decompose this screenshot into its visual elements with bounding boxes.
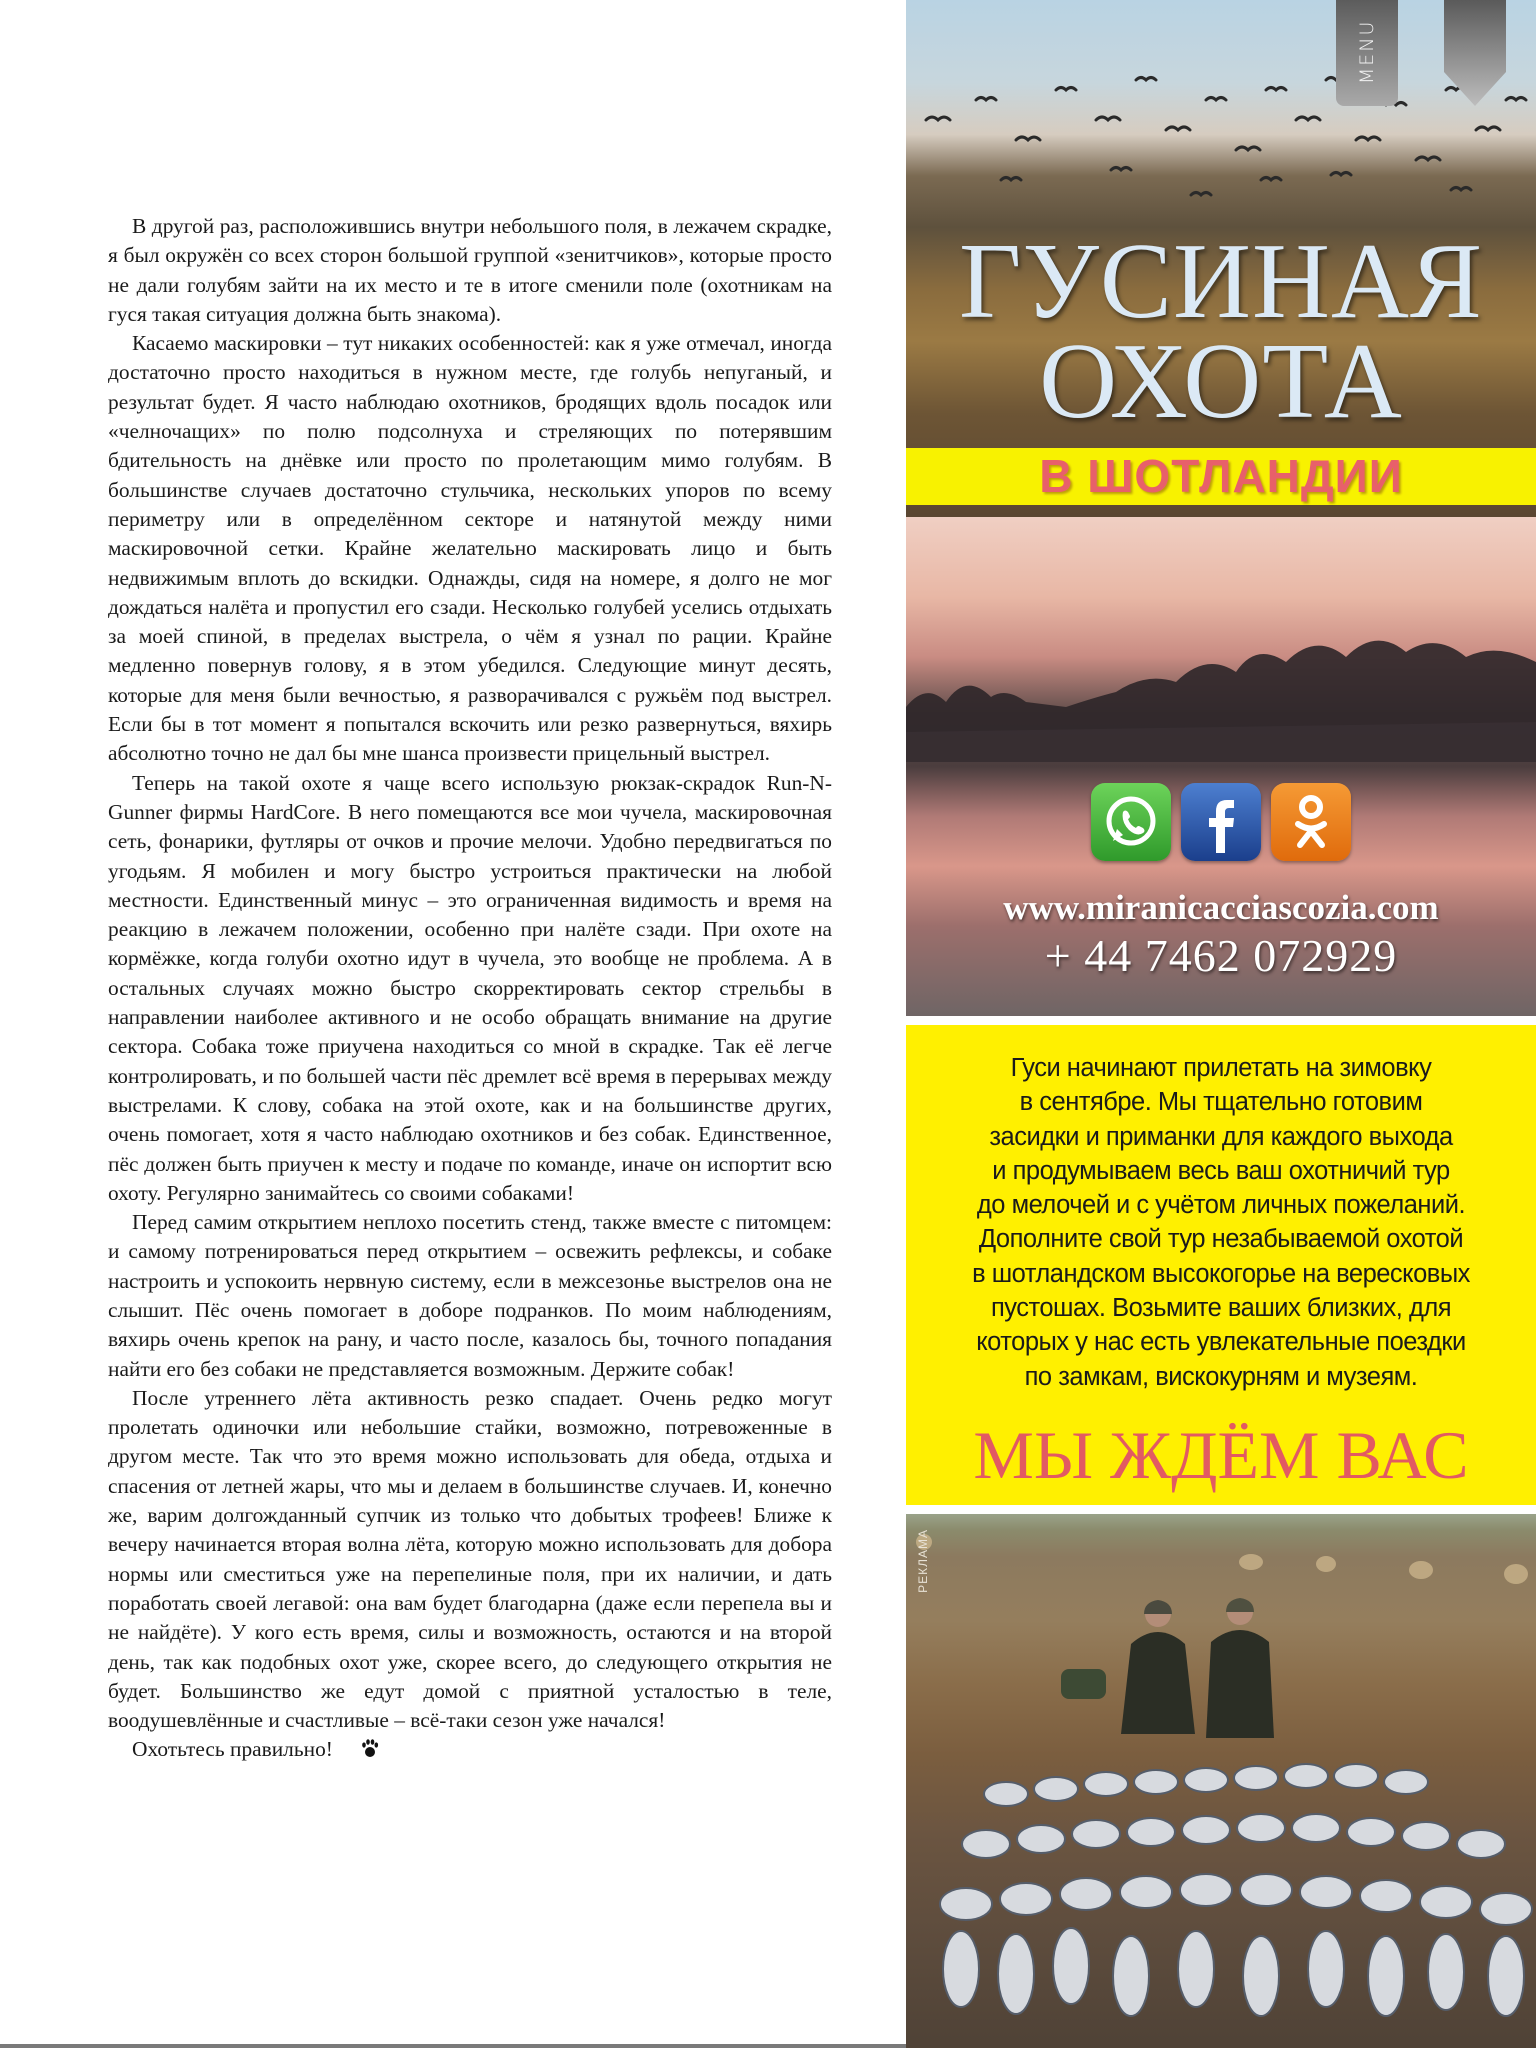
bookmark-icon[interactable] — [1444, 0, 1506, 106]
advertisement-panel — [906, 0, 1536, 2048]
promo-line: пустошах. Возьмите ваших близких, для — [990, 1294, 1452, 1323]
promo-line: по замкам, вискокурням и музеям. — [1024, 1362, 1418, 1391]
flying-geese-illustration — [906, 60, 1536, 220]
article-paragraph: Перед самим открытием неплохо посетить стенд, также вместе с питомцем: и самому потренироваться перед открытием – освежить рефлексы, и собаке настроить и успокоить нервную систему, если в межсезонье выстрелов она не слышит. Пёс очень помогает в доборе подранков. По моим наблюдениям, вяхирь очень крепок на рану, и часто после, казалось бы, точного попадания найти его без собаки не представляется возможным. Держите собак! — [108, 1210, 832, 1381]
article-paragraph: В другой раз, расположившись внутри небольшого поля, в лежачем скрадке, я был окружён со всех сторон большой группой «зенитчиков», которые просто не дали голубям зайти на их место и те в итоге сменили поле (охотникам на гуся такая ситуация должна быть знакома). — [108, 214, 832, 326]
ad-call-to-action: МЫ ЖДЁМ ВАС — [973, 1417, 1469, 1493]
advertisement-label: РЕКЛАМА — [916, 1529, 930, 1593]
promo-line: в сентябре. Мы тщательно готовим — [1019, 1088, 1423, 1117]
social-icons-row — [906, 783, 1536, 861]
ad-website-link[interactable]: www.miranicacciascozia.com — [1003, 888, 1439, 927]
page-bottom-bar — [0, 2044, 906, 2048]
ad-headline-line2: ОХОТА — [1039, 322, 1403, 441]
article-body — [108, 212, 832, 1765]
hunters-illustration — [906, 1514, 1536, 2048]
menu-label: MENU — [1356, 19, 1378, 85]
promo-line: до мелочей и с учётом личных пожеланий. — [976, 1191, 1466, 1220]
paw-icon — [337, 1737, 355, 1757]
closing-text: Охотьтесь правильно! — [132, 1737, 333, 1762]
promo-line: Гуси начинают прилетать на зимовку — [1010, 1054, 1432, 1082]
ad-promo-box — [906, 1025, 1536, 1505]
article-paragraph: Теперь на такой охоте я чаще всего использую рюкзак-скрадок Run-N-Gunner фирмы HardCore. В него помещаются все мои чучела, маскировочная сеть, фонарики, футляры от очков и прочие мелочи. Удобно передвигаться по угодьям. Я мобилен и могу быстро устроиться практически на любой местности. Единственный минус – это ограниченная видимость и время на реакцию в лежачем положении, особенно при налёте сзади. При охоте на кормёжке, когда голуби охотно идут в чучела, это вообще не проблема. А в остальных случаях можно быстро скорректировать сектор стрельбы в направлении наиболее активного и не особо обращать внимание на другие сектора. Собака тоже приучена находиться со мной в скрадке. Так её легче контролировать, и по большей части пёс дремлет всё время в перерывах между выстрелами. К слову, собака на этой охоте, как и на большинстве других, очень помогает, хотя я часто наблюдаю охотников и без собак. Единственное, пёс должен быть приучен к месту и подаче по команде, иначе он испортит всю охоту. Регулярно занимайтесь со своими собаками! — [108, 770, 832, 1205]
promo-line: и продумываем весь ваш охотничий тур — [992, 1156, 1450, 1185]
ad-promo-text — [936, 1051, 1506, 1394]
ad-subheadline-band: В ШОТЛАНДИИ — [906, 448, 1536, 505]
article-paragraph: Касаемо маскировки – тут никаких особенностей: как я уже отмечал, иногда достаточно просто находиться в нужном месте, где голубь непуганый, и результат будет. Я часто наблюдаю охотников, бродящих вдоль посадок или «челночащих» по полю подсолнуха и стреляющих по потерявшим бдительность на днёвке или просто по пролетающим мимо голубям. В большинстве случаев достаточно стульчика, нескольких упоров по всему периметру или в определённом секторе и натянутой между ними маскировочной сетки. Крайне желательно маскировать лицо и быть недвижимым вплоть до вскидки. Однажды, сидя на номере, я долго не мог дождаться налёта и пропустил его сзади. Несколько голубей уселись отдыхать за моей спиной, в пределах выстрела, о чём я узнал по рации. Крайне медленно повернув голову, я в этом убедился. Следующие минут десять, которые для меня были вечностью, я разворачивался с ружьём под выстрел. Если бы в тот момент я попытался вскочить или резко развернуться, вяхирь абсолютно точно не дал бы мне шанса произвести прицельный выстрел. — [108, 331, 832, 766]
whatsapp-icon[interactable] — [1091, 783, 1171, 861]
facebook-icon[interactable] — [1181, 783, 1261, 861]
promo-line: в шотландском высокогорье на вересковых — [972, 1259, 1470, 1288]
menu-button[interactable] — [1336, 0, 1398, 106]
odnoklassniki-icon[interactable] — [1271, 783, 1351, 861]
promo-line: засидки и приманки для каждого выхода — [989, 1122, 1453, 1151]
ad-headline-line1: ГУСИНАЯ — [959, 222, 1483, 341]
promo-line: Дополните свой тур незабываемой охотой — [978, 1225, 1464, 1254]
promo-line: которых у нас есть увлекательные поездки — [976, 1328, 1466, 1357]
geese-field-photo — [906, 0, 1536, 517]
treeline-silhouette — [906, 612, 1536, 762]
article-closing — [108, 1735, 832, 1764]
ad-phone-number[interactable]: + 44 7462 072929 — [1044, 930, 1398, 981]
article-paragraph: После утреннего лёта активность резко спадает. Очень редко могут пролетать одиночки или небольшие стайки, возможно, потревоженные в другом месте. Так что это время можно использовать для обеда, отдыха и спасения от летней жары, что мы и делаем в большинстве случаев. И, конечно же, варим долгожданный супчик из только что добытых трофеев! Ближе к вечеру начинается вторая волна лёта, которую можно использовать для добора нормы или сместиться уже на перепелиные поля, при их наличии, и дать поработать своей легавой: она вам будет благодарна (даже если перепела вы и не найдёте). У кого есть время, силы и возможность, остаются и на второй день, так как подобных охот уже, скорее всего, до следующего открытия не будет. Большинство же едут домой с приятной усталостью в теле, воодушевлённые и счастливые – всё-таки сезон уже начался! — [108, 1385, 832, 1733]
hunters-with-geese-photo — [906, 1514, 1536, 2048]
